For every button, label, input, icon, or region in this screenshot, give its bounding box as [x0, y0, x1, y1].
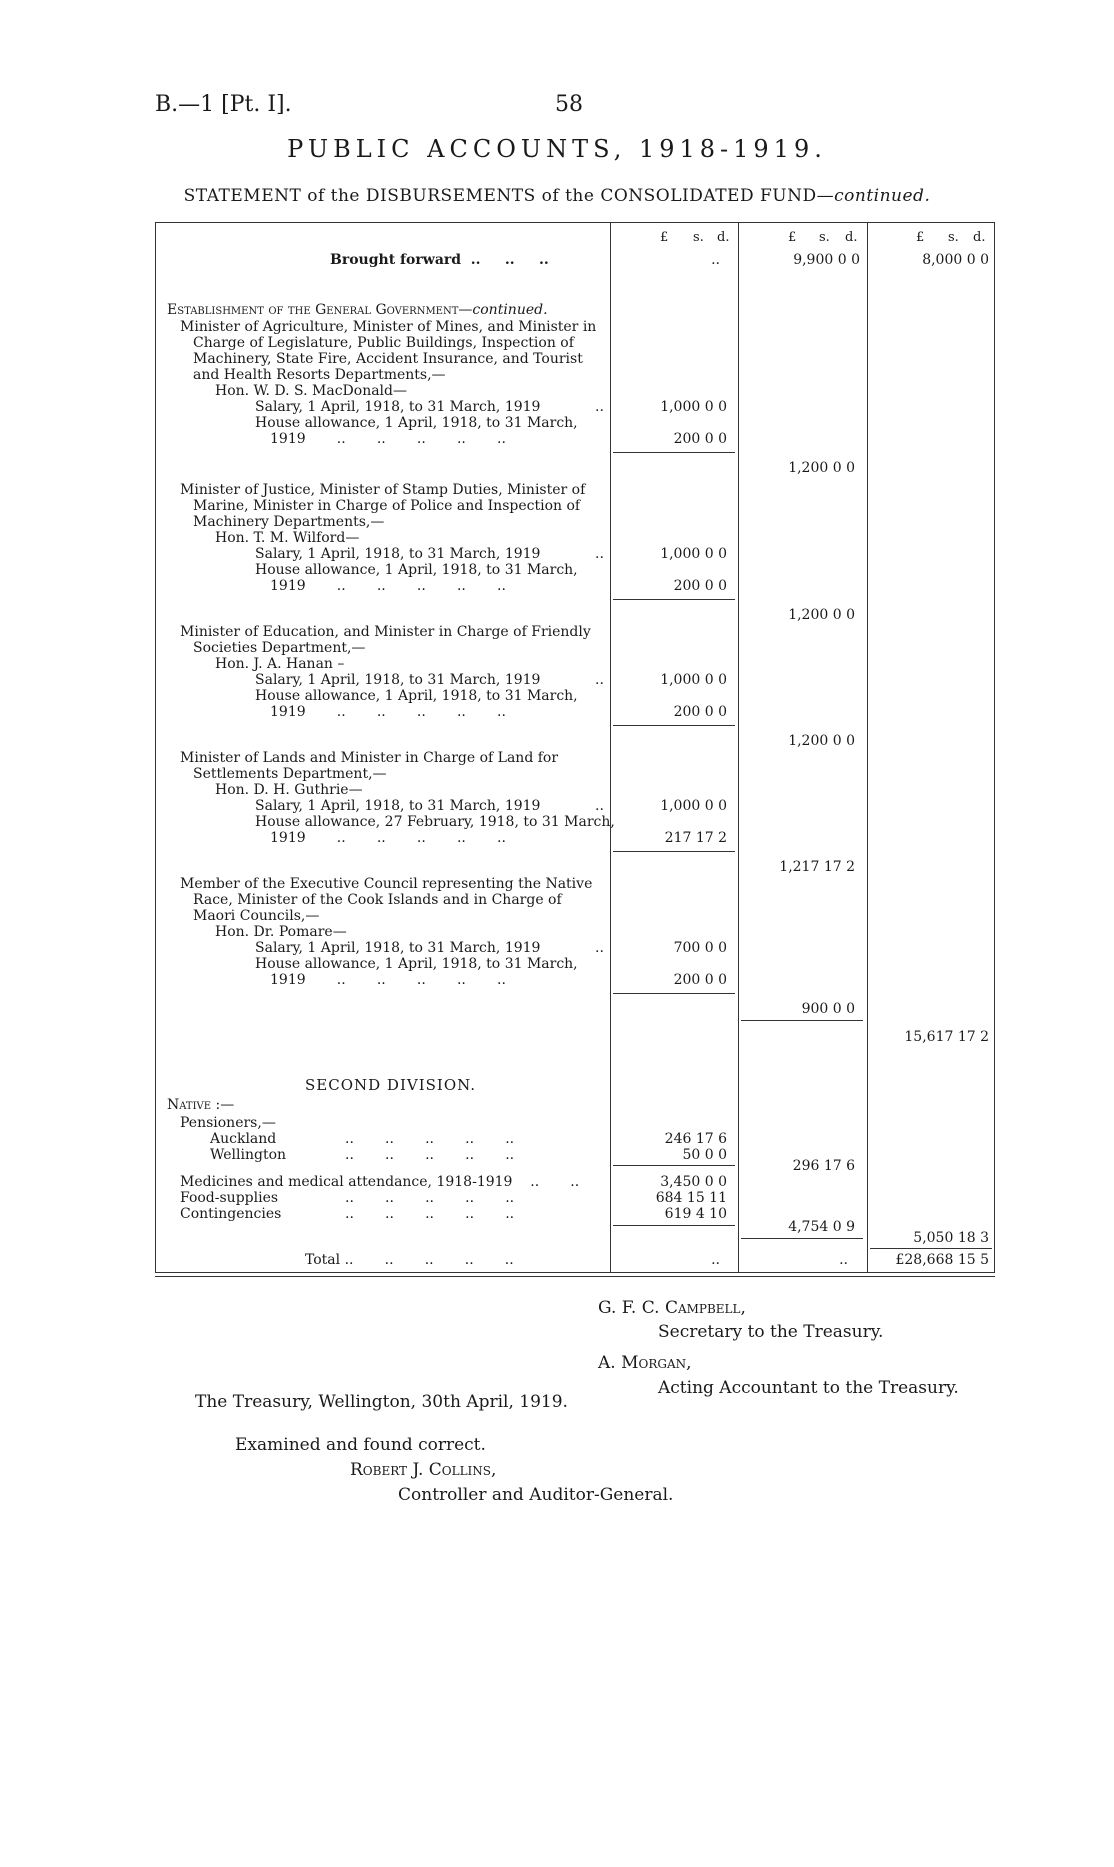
salary-amount: 1,000 0 0 [660, 672, 727, 688]
house-amount: 200 0 0 [673, 431, 727, 447]
wellington-amount: 50 0 0 [682, 1147, 727, 1163]
auditor-name: Robert J. Collins, [350, 1460, 497, 1480]
minister-total: 1,200 0 0 [788, 733, 855, 749]
minister-total: 900 0 0 [801, 1001, 855, 1017]
minister-total: 1,217 17 2 [779, 859, 855, 875]
examined-note: Examined and found correct. [235, 1435, 486, 1455]
salary-amount: 1,000 0 0 [660, 798, 727, 814]
page-number: 58 [555, 92, 583, 117]
brought-forward-col3: 8,000 0 0 [922, 252, 989, 268]
minister-name: Hon. T. M. Wilford— [215, 530, 360, 546]
signature-morgan-name: A. Morgan, [598, 1353, 692, 1373]
page-subtitle: STATEMENT of the DISBURSEMENTS of the CONSOLIDATED FUND—continued. [183, 186, 931, 206]
section-heading: Establishment of the General Government—continued. [167, 302, 548, 318]
second-division-heading: SECOND DIVISION. [305, 1076, 477, 1094]
contingencies-amount: 619 4 10 [664, 1206, 727, 1222]
house-amount: 200 0 0 [673, 578, 727, 594]
house-amount: 217 17 2 [664, 830, 727, 846]
native-label: Native :— [167, 1097, 235, 1113]
section-total: 15,617 17 2 [904, 1029, 989, 1045]
division-total: 5,050 18 3 [913, 1230, 989, 1246]
minister-total: 1,200 0 0 [788, 460, 855, 476]
pensioners-total: 296 17 6 [792, 1158, 855, 1174]
salary-amount: 700 0 0 [673, 940, 727, 956]
salary-amount: 1,000 0 0 [660, 546, 727, 562]
brought-forward-col2: 9,900 0 0 [793, 252, 860, 268]
disbursements-table: £ s. d. £ s. d. £ s. d. Brought forward .. .. .. .. 9,900 0 0 8,000 0 0 Establishment of the General Government—continued. Minister of Agriculture, Minister of Mines, and Minister in Charge of Legislature, Public Buildings, Inspection of Machinery, State Fire, Accident Insurance, and Tourist and Health Resorts Departments,— Hon. W. D. S. MacDonald— Salary, 1 April, 1918, to 31 March, 1919 .. House allowance, 1 April, 1918, to 31 March, 1919 .. .. .. .. .. 1,000 0 0 200 0 0 1,200 0 0 Minister of Justice, Minister of Stamp Duties, Minister of Marine, Minister in Charge of Police and Inspection of Machinery Departments,— Hon. T. M. Wilford— Salary, 1 April, 1918, to 31 March, 1919 .. House allowance, 1 April, 1918, to 31 March, 1919 .. .. .. .. .. 1,000 0 0 200 0 0 1,200 0 0 Minister of Education, and Minister in Charge of Friendly Societies Department,— Hon. J. A. Hanan – Salary, 1 April, 1918, to 31 March, 1919 .. House allowance, 1 April, 1918, to 31 March, 1919 .. .. .. .. .. 1,000 0 0 200 0 0 1,200 0 0 Minister of Lands and Minister in Charge of Land for Settlements Department,— Hon. D. H. Guthrie— Salary, 1 April, 1918, to 31 March, 1919 .. House allowance, 27 February, 1918, to 31 March, 1919 .. .. .. .. .. 1,000 0 0 217 17 2 1,217 17 2 Member of the Executive Council representing the Native Race, Minister of the Cook Islands and in Charge of Maori Councils,— Hon. Dr. Pomare— Salary, 1 April, 1918, to 31 March, 1919 .. House allowance, 1 April, 1918, to 31 March, 1919 .. .. .. .. .. 700 0 0 200 0 0 900 0 0 15,617 17 2 SECOND DIVISION. Native :— Pensioners,— Auckland .. .. .. .. .. 246 17 6 Wellington .. .. .. .. .. 50 0 0 296 17 6 Medicines and medical attendance, 1918-1919 .. .. 3,450 0 0 Food-supplies .. .. .. .. .. 684 15 11 Contingencies .. .. .. .. .. 619 4 10 4,754 0 9 5,050 18 3 Total .. .. .. .. .. .. .. £28,668 15 5 [155, 222, 995, 1272]
house-amount: 200 0 0 [673, 972, 727, 988]
signature-campbell-title: Secretary to the Treasury. [658, 1322, 884, 1342]
total-label: Total .. .. .. .. .. [305, 1252, 514, 1268]
medicines-label: Medicines and medical attendance, 1918-1919 .. .. [180, 1174, 580, 1190]
minister-total: 1,200 0 0 [788, 607, 855, 623]
pensioners-label: Pensioners,— [180, 1115, 276, 1131]
contingencies-label: Contingencies [180, 1206, 282, 1222]
place-date: The Treasury, Wellington, 30th April, 1919. [195, 1392, 568, 1412]
minister-name: Hon. D. H. Guthrie— [215, 782, 363, 798]
page-title: PUBLIC ACCOUNTS, 1918-1919. [287, 135, 827, 163]
grand-total: £28,668 15 5 [895, 1252, 989, 1268]
auditor-title: Controller and Auditor-General. [398, 1485, 674, 1505]
house-amount: 200 0 0 [673, 704, 727, 720]
salary-amount: 1,000 0 0 [660, 399, 727, 415]
brought-forward-label: Brought forward .. .. .. [330, 252, 549, 268]
total-col2: .. [839, 1252, 848, 1268]
medicines-amount: 3,450 0 0 [660, 1174, 727, 1190]
signature-morgan-title: Acting Accountant to the Treasury. [658, 1378, 959, 1398]
auckland-label: Auckland [210, 1131, 277, 1147]
document-reference: B.—1 [Pt. I]. [155, 92, 292, 117]
wellington-label: Wellington [210, 1147, 287, 1163]
minister-name: Hon. Dr. Pomare— [215, 924, 347, 940]
minister-name: Hon. J. A. Hanan – [215, 656, 345, 672]
food-label: Food-supplies [180, 1190, 279, 1206]
total-col1: .. [711, 1252, 720, 1268]
items-total: 4,754 0 9 [788, 1219, 855, 1235]
signature-campbell-name: G. F. C. Campbell, [598, 1298, 746, 1318]
brought-forward-col1: .. [711, 252, 720, 268]
minister-name: Hon. W. D. S. MacDonald— [215, 383, 407, 399]
auckland-amount: 246 17 6 [664, 1131, 727, 1147]
food-amount: 684 15 11 [655, 1190, 727, 1206]
